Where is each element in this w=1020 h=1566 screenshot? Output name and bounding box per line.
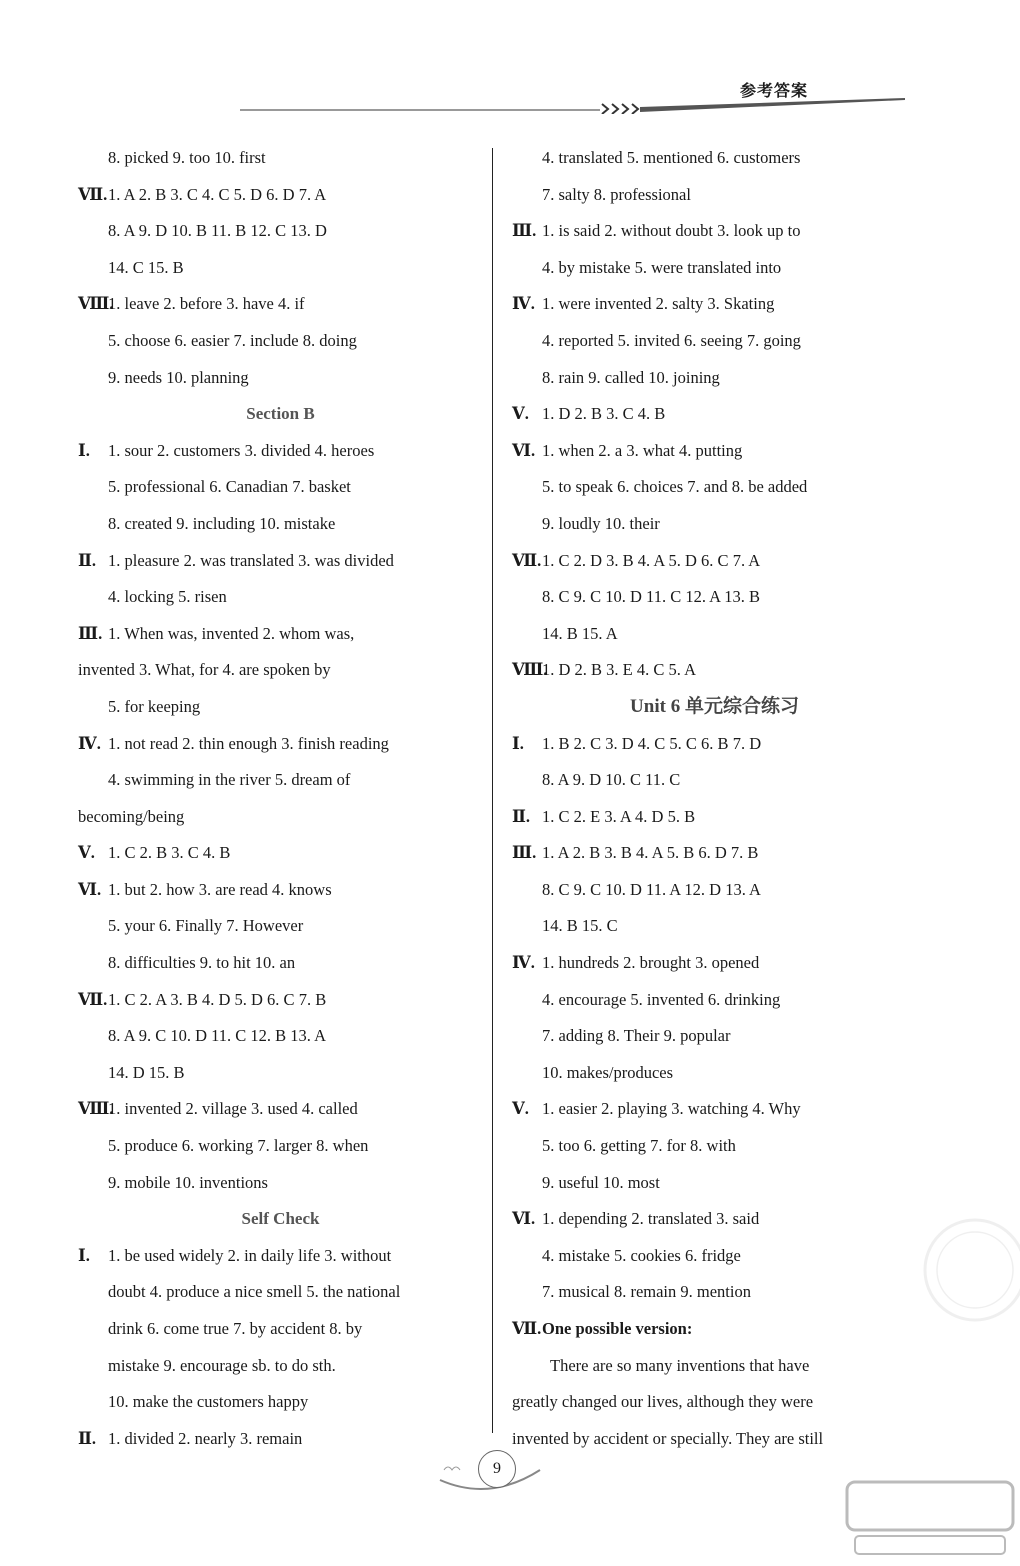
answer-text: 8. difficulties 9. to hit 10. an [108,953,296,973]
answer-line [78,1055,483,1092]
answer-line [78,982,483,1019]
question-group-number: Ⅳ. [78,733,101,753]
answer-line [512,1384,917,1421]
answer-text: 1. D 2. B 3. C 4. B [542,404,666,424]
answer-text: 14. C 15. B [108,257,184,277]
answer-line [512,1274,917,1311]
answer-text: 7. adding 8. Their 9. popular [542,1026,731,1046]
answer-line [512,250,917,287]
question-group-number: Ⅰ. [78,440,90,460]
answer-text: becoming/being [78,806,185,826]
answer-line [512,616,917,653]
answer-line [78,689,483,726]
answer-text: 1. not read 2. thin enough 3. finish reading [108,733,389,753]
answer-line [512,469,917,506]
answer-line [512,908,917,945]
answer-line [78,726,483,763]
answer-text: 1. were invented 2. salty 3. Skating [542,294,775,314]
question-group-number: Ⅴ. [78,843,95,863]
question-group-number: Ⅰ. [512,733,524,753]
section-heading: Unit 6 单元综合练习 [630,695,799,717]
answer-line [512,726,917,763]
answer-text: invented by accident or specially. They are still [512,1428,824,1448]
answer-line [78,177,483,214]
answer-text: greatly changed our lives, although they were [512,1392,814,1412]
answer-line [512,543,917,580]
page-number-area [430,1440,550,1500]
answer-line [512,323,917,360]
answer-line [512,1128,917,1165]
answer-line [78,799,483,836]
answer-text: 4. locking 5. risen [108,587,227,607]
page-header [0,70,1020,130]
answer-line [78,506,483,543]
answer-text: 8. A 9. D 10. C 11. C [542,770,681,790]
answer-line [512,872,917,909]
answer-text: 1. but 2. how 3. are read 4. knows [108,879,332,899]
answer-line [78,250,483,287]
watermark-logo-icon [845,1480,1015,1560]
answer-line [512,652,917,689]
answer-line [78,945,483,982]
answer-line [78,140,483,177]
answer-text: 8. picked 9. too 10. first [108,148,266,167]
answer-line [512,762,917,799]
answer-text: 1. A 2. B 3. B 4. A 5. B 6. D 7. B [542,843,759,863]
answer-line [78,616,483,653]
answer-text: 4. by mistake 5. were translated into [542,257,782,277]
question-group-number: Ⅶ. [512,550,542,570]
answer-line [78,1421,483,1458]
answer-line [78,908,483,945]
question-group-number: Ⅳ. [512,953,535,973]
question-group-number: Ⅷ. [78,1099,114,1119]
answer-text: 1. is said 2. without doubt 3. look up to [542,221,801,241]
answer-text: 14. B 15. A [542,623,618,643]
answer-line [78,1128,483,1165]
answer-line [78,1018,483,1055]
answer-text: 1. invented 2. village 3. used 4. called [108,1099,358,1119]
section-heading: Self Check [241,1209,320,1229]
answer-text: 4. mistake 5. cookies 6. fridge [542,1245,741,1265]
answer-text: One possible version: [542,1319,693,1338]
answer-text: 4. reported 5. invited 6. seeing 7. going [542,330,801,350]
question-group-number: Ⅰ. [78,1245,90,1265]
answer-text: 1. sour 2. customers 3. divided 4. heroes [108,440,375,460]
answer-line [78,652,483,689]
question-group-number: Ⅱ. [78,1428,97,1448]
answer-text: 14. D 15. B [108,1062,185,1082]
answer-line [512,982,917,1019]
answer-text: 7. salty 8. professional [542,184,691,204]
answer-text: doubt 4. produce a nice smell 5. the national [108,1282,401,1302]
answer-text: 4. swimming in the river 5. dream of [108,770,351,790]
right-column [512,140,917,1457]
answer-text: 1. C 2. A 3. B 4. D 5. D 6. C 7. B [108,989,327,1009]
answer-line [78,1384,483,1421]
answer-text: 7. musical 8. remain 9. mention [542,1282,751,1302]
answer-text: 1. When was, invented 2. whom was, [108,623,355,643]
answer-text: 1. leave 2. before 3. have 4. if [108,294,305,314]
question-group-number: Ⅶ. [78,184,108,204]
question-group-number: Ⅲ. [512,221,537,241]
answer-line [78,1348,483,1385]
question-group-number: Ⅴ. [512,404,529,424]
page-number: 9 [478,1450,516,1488]
answer-line [78,835,483,872]
answer-text: 14. B 15. C [542,916,618,936]
answer-text: 5. too 6. getting 7. for 8. with [542,1136,736,1156]
answer-text: 1. C 2. B 3. C 4. B [108,843,231,863]
answer-line [512,506,917,543]
question-group-number: Ⅵ. [512,1209,536,1229]
answer-line [78,469,483,506]
question-group-number: Ⅲ. [78,623,103,643]
question-group-number: Ⅵ. [78,879,102,899]
answer-text: 4. translated 5. mentioned 6. customers [542,148,801,167]
answer-line [78,1274,483,1311]
answer-text: 1. C 2. E 3. A 4. D 5. B [542,806,696,826]
answer-line [512,433,917,470]
answer-text: 8. created 9. including 10. mistake [108,513,336,533]
answer-line [512,1091,917,1128]
answer-text: 1. when 2. a 3. what 4. putting [542,440,743,460]
question-group-number: Ⅷ. [512,660,548,680]
answer-text: 9. loudly 10. their [542,513,660,533]
answer-line [512,835,917,872]
answer-line [512,286,917,323]
answer-line [78,1311,483,1348]
answer-line [78,213,483,250]
answer-line [512,213,917,250]
answer-text: 5. for keeping [108,696,201,716]
answer-text: 9. useful 10. most [542,1172,660,1192]
answer-text: 1. D 2. B 3. E 4. C 5. A [542,660,697,680]
answer-text: 5. to speak 6. choices 7. and 8. be added [542,477,808,497]
answer-text: 5. produce 6. working 7. larger 8. when [108,1136,369,1156]
answer-line [512,360,917,397]
answer-line [78,286,483,323]
answer-line [512,579,917,616]
question-group-number: Ⅶ. [512,1319,542,1338]
answer-text: 8. A 9. D 10. B 11. B 12. C 13. D [108,221,327,241]
answer-text: 9. needs 10. planning [108,367,249,387]
question-group-number: Ⅴ. [512,1099,529,1119]
question-group-number: Ⅳ. [512,294,535,314]
answer-line [512,140,917,177]
answer-text: mistake 9. encourage sb. to do sth. [108,1355,336,1375]
stamp-seal-icon [920,1215,1020,1325]
answer-line [512,1421,917,1458]
answer-line [512,1055,917,1092]
answer-text: 5. professional 6. Canadian 7. basket [108,477,351,497]
answer-text: 5. your 6. Finally 7. However [108,916,304,936]
question-group-number: Ⅶ. [78,989,108,1009]
answer-text: 1. easier 2. playing 3. watching 4. Why [542,1099,801,1119]
answer-line [512,177,917,214]
answer-line [78,1165,483,1202]
question-group-number: Ⅵ. [512,440,536,460]
answer-line [78,872,483,909]
question-group-number: Ⅱ. [512,806,531,826]
answer-line [512,799,917,836]
answer-line [512,1018,917,1055]
answer-line [78,323,483,360]
answer-line [512,1311,917,1348]
left-column [78,140,483,1457]
answer-text: 4. encourage 5. invented 6. drinking [542,989,781,1009]
answer-text: 1. A 2. B 3. C 4. C 5. D 6. D 7. A [108,184,327,204]
answer-text: drink 6. come true 7. by accident 8. by [108,1319,363,1338]
answer-line [512,1165,917,1202]
answer-text: 1. hundreds 2. brought 3. opened [542,953,760,973]
answer-text: 8. rain 9. called 10. joining [542,367,720,387]
answer-text: invented 3. What, for 4. are spoken by [78,660,331,680]
answer-line [512,1238,917,1275]
answer-line [78,1091,483,1128]
question-group-number: Ⅲ. [512,843,537,863]
answer-text: 10. make the customers happy [108,1392,309,1412]
answer-text: 1. pleasure 2. was translated 3. was divided [108,550,394,570]
answer-text: 1. be used widely 2. in daily life 3. without [108,1245,392,1265]
answer-line [78,433,483,470]
answer-line [512,396,917,433]
answer-line [78,579,483,616]
answer-line [78,762,483,799]
answer-text: 8. C 9. C 10. D 11. A 12. D 13. A [542,879,761,899]
answer-line [78,360,483,397]
answer-text: 8. C 9. C 10. D 11. C 12. A 13. B [542,587,761,607]
answer-line [78,543,483,580]
header-title: 参考答案 [740,81,809,100]
answer-line [78,1238,483,1275]
answer-text: 1. depending 2. translated 3. said [542,1209,760,1229]
answer-text: 8. A 9. C 10. D 11. C 12. B 13. A [108,1026,327,1046]
question-group-number: Ⅱ. [78,550,97,570]
answer-line [512,1201,917,1238]
question-group-number: Ⅷ. [78,294,114,314]
answer-line [512,945,917,982]
header-rule-decoration [240,98,910,114]
answer-text: 1. divided 2. nearly 3. remain [108,1428,303,1448]
answer-text: 1. C 2. D 3. B 4. A 5. D 6. C 7. A [542,550,761,570]
section-heading: Section B [246,404,315,424]
column-divider [492,148,493,1433]
answer-text: 10. makes/produces [542,1062,674,1082]
essay-line: There are so many inventions that have [550,1355,810,1375]
answer-text: 1. B 2. C 3. D 4. C 5. C 6. B 7. D [542,733,762,753]
answer-text: 5. choose 6. easier 7. include 8. doing [108,330,357,350]
answer-text: 9. mobile 10. inventions [108,1172,268,1192]
